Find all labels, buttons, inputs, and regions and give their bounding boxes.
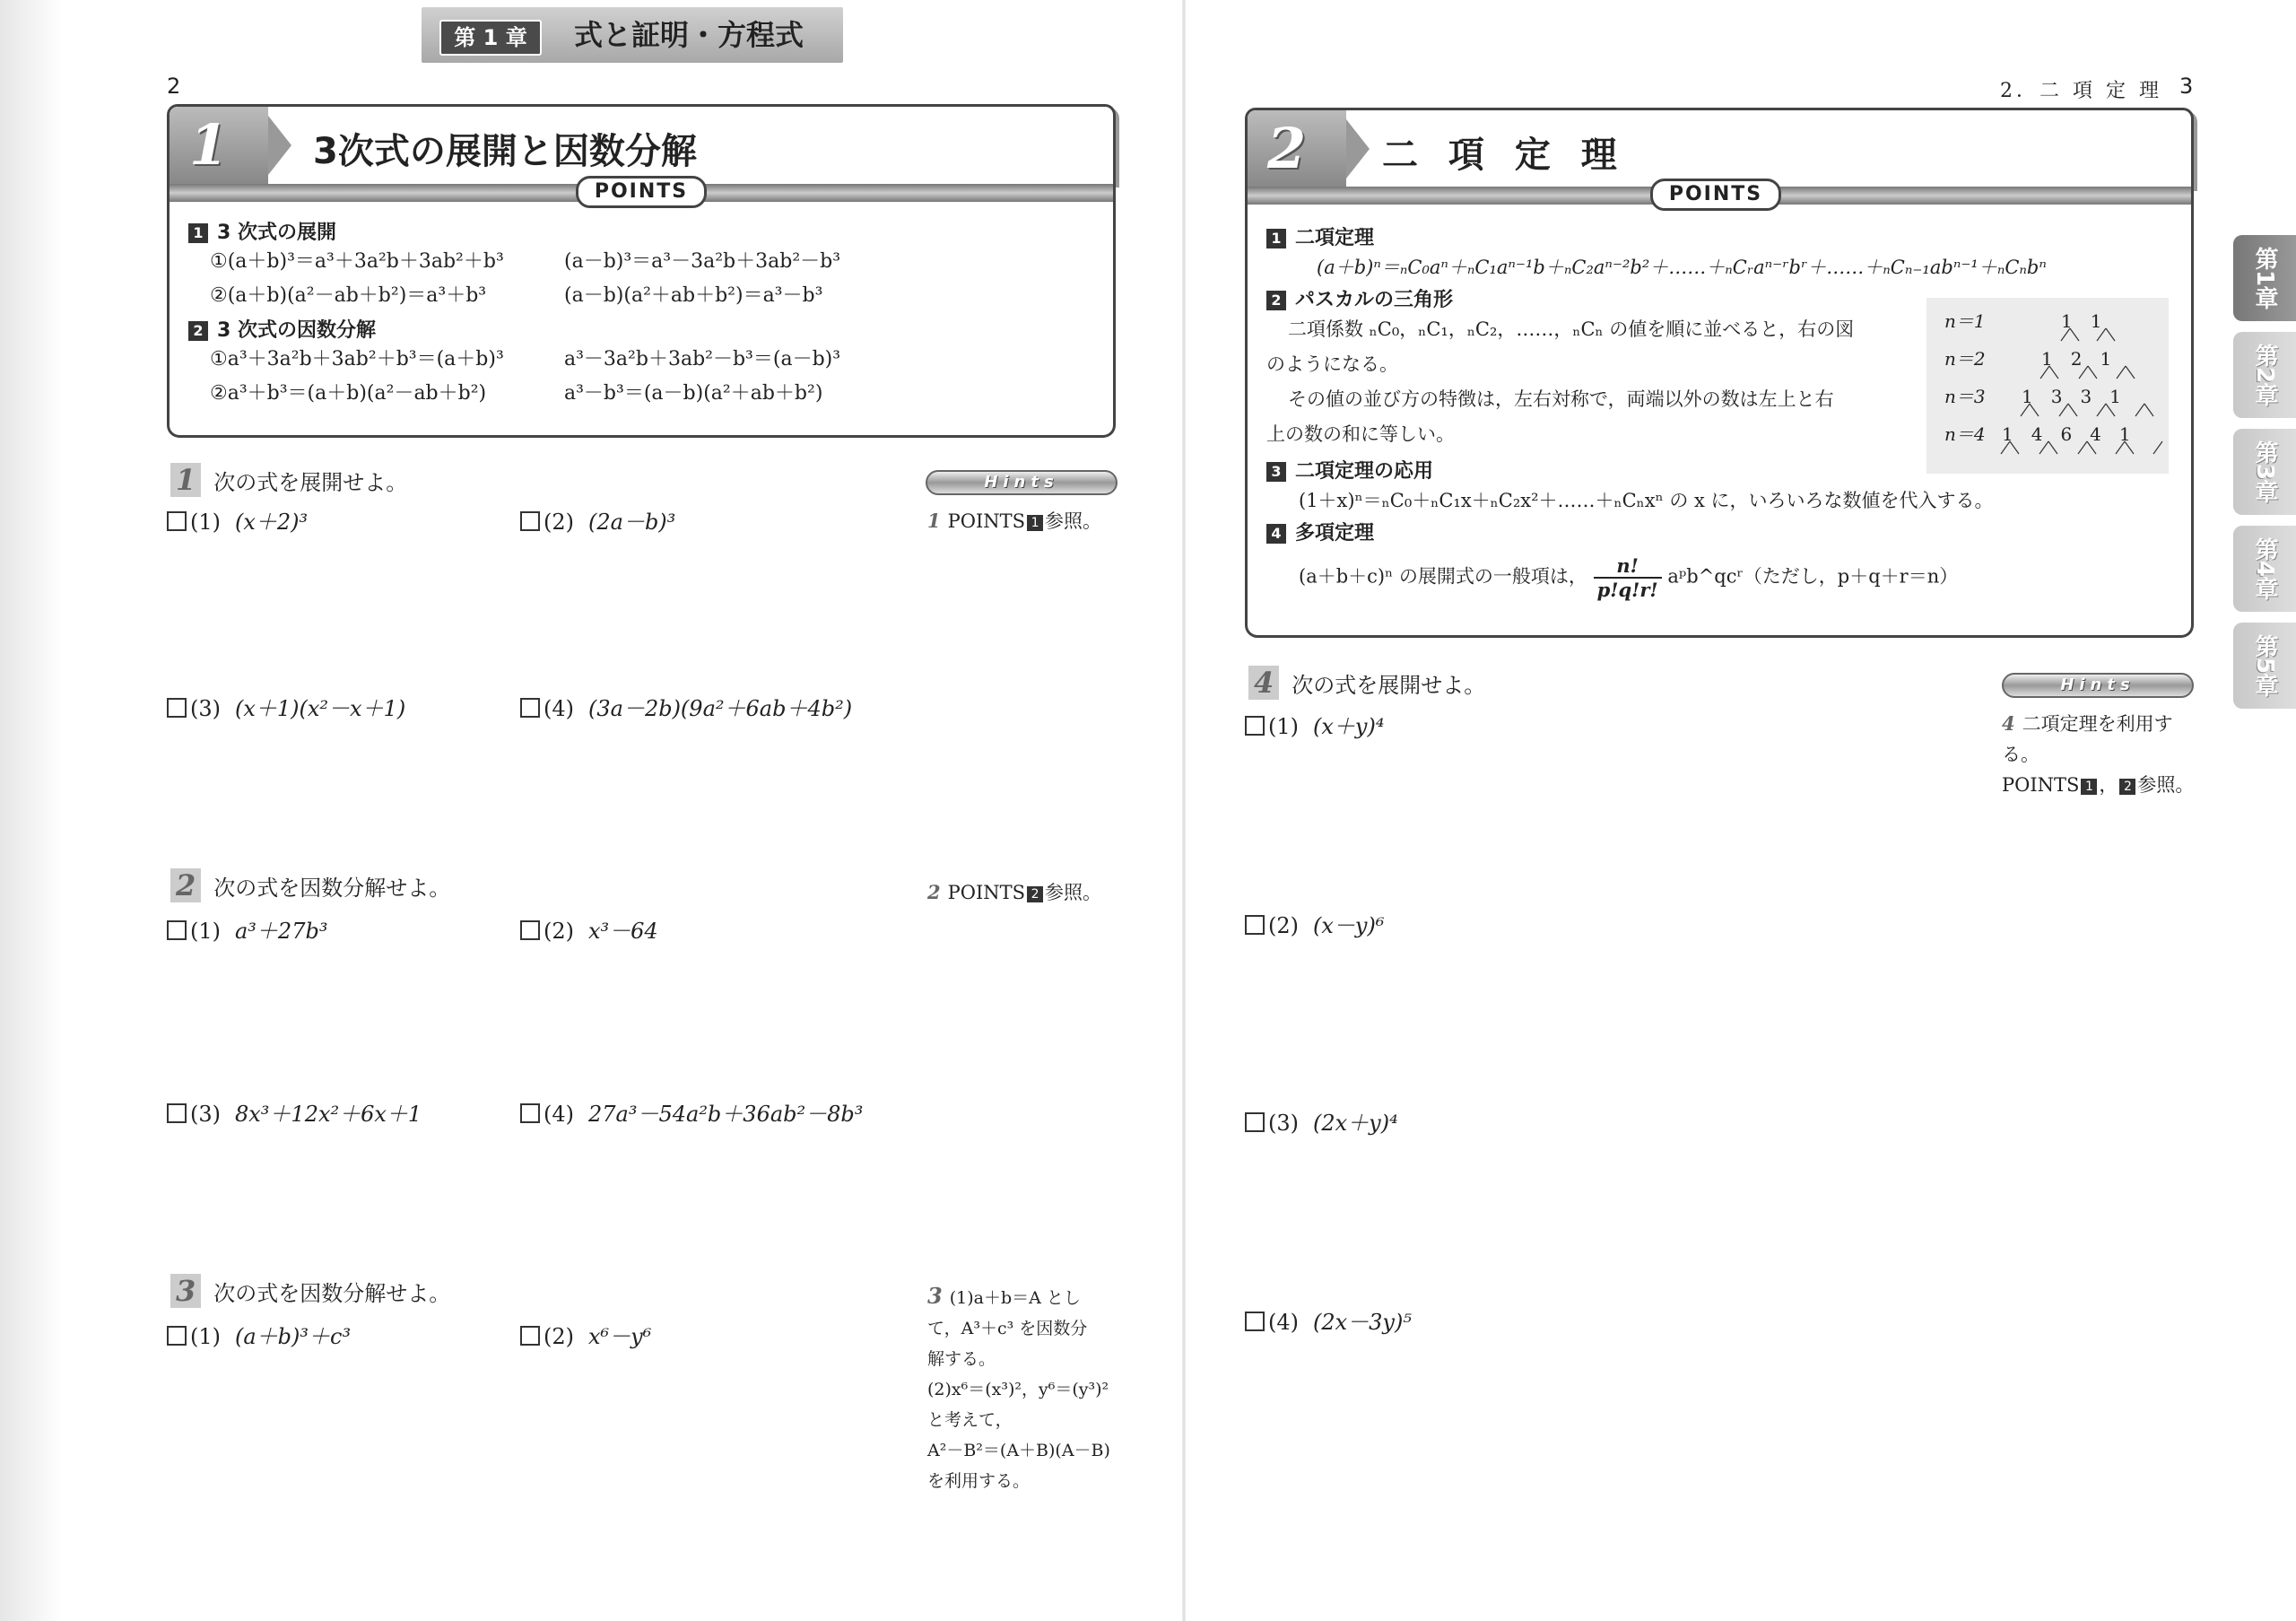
checkbox[interactable] <box>1245 716 1265 736</box>
hints-label: Hints <box>926 470 1118 495</box>
checkbox[interactable] <box>1245 1312 1265 1331</box>
section-number-badge: 1 <box>170 107 268 184</box>
section-arrow <box>268 116 291 175</box>
question-4-heading: 4 次の式を展開せよ。 <box>1248 666 1485 700</box>
side-tab-chapter-3[interactable]: 第3章 <box>2233 429 2296 515</box>
pascal-lines <box>1926 298 2169 474</box>
chapter-title: 式と証明・方程式 <box>574 18 804 52</box>
point-row: ②a³＋b³＝(a＋b)(a²－ab＋b²) a³－b³＝(a－b)(a²＋ab＋b²) <box>210 382 823 405</box>
running-head: 2．二 項 定 理 <box>2000 80 2162 102</box>
page-number-left: 2 <box>167 74 181 99</box>
checkbox[interactable] <box>520 1103 540 1123</box>
multinomial-formula: (a＋b＋c)ⁿ の展開式の一般項は， $\frac{n!}{p!q!r!}$ aᵖb^qcʳ（ただし，p＋q＋r＝n） <box>1299 554 1959 601</box>
application-formula: (1＋x)ⁿ＝ₙC₀＋ₙC₁x＋ₙC₂x²＋……＋ₙCₙxⁿ の x に，いろいろな数値を代入する。 <box>1299 490 1994 511</box>
fraction: $\frac{n!}{p!q!r!}$ <box>1594 554 1662 601</box>
checkbox[interactable] <box>167 698 187 718</box>
question-4-item-4[interactable]: (4) (2x－3y)⁵ <box>1245 1304 1412 1336</box>
points-content-1 <box>188 217 840 411</box>
side-tab-chapter-4[interactable]: 第4章 <box>2233 526 2296 612</box>
section-arrow <box>1346 119 1370 179</box>
checkbox[interactable] <box>520 1326 540 1346</box>
point-heading: 2 パスカルの三角形 <box>1266 284 2181 312</box>
checkbox[interactable] <box>167 1326 187 1346</box>
question-3-item-2[interactable]: (2) x⁶－y⁶ <box>520 1319 651 1350</box>
section-header-2 <box>1245 108 2194 187</box>
question-2-item-2[interactable]: (2) x³－64 <box>520 913 658 945</box>
pascal-triangle: n＝1 1 1 n＝2 1 2 1 n＝3 1 3 3 1 n＝4 1 4 6 4 1 <box>1926 298 2169 474</box>
checkbox[interactable] <box>520 698 540 718</box>
checkbox[interactable] <box>1245 915 1265 935</box>
question-2-item-4[interactable]: (4) 27a³－54a²b＋36ab²－8b³ <box>520 1096 863 1128</box>
hint-3: 3 (1)a＋b＝A とし て，A³＋c³ を因数分 解する。 (2)x⁶＝(x³)²，y⁶＝(y³)² と考えて， A²－B²＝(A＋B)(A－B) を利用する。 <box>927 1283 1110 1491</box>
right-page <box>1184 0 2296 1621</box>
chapter-number: 第 1 章 <box>439 20 542 56</box>
point-row: ①a³＋3a²b＋3ab²＋b³＝(a＋b)³ a³－3a²b＋3ab²－b³＝(a－b)³ <box>210 348 841 370</box>
question-1-item-4[interactable]: (4) (3a－2b)(9a²＋6ab＋4b²) <box>520 691 852 722</box>
binomial-formula: (a＋b)ⁿ＝ₙC₀aⁿ＋ₙC₁aⁿ⁻¹b＋ₙC₂aⁿ⁻²b²＋……＋ₙCᵣaⁿ⁻ʳbʳ＋……＋ₙCₙ₋₁abⁿ⁻¹＋ₙCₙbⁿ <box>1317 257 2047 278</box>
question-1-item-3[interactable]: (3) (x＋1)(x²－x＋1) <box>167 691 405 722</box>
side-tab-chapter-5[interactable]: 第5章 <box>2233 623 2296 709</box>
hint-2: 2 POINTS 2 参照。 <box>927 881 1102 903</box>
checkbox[interactable] <box>167 511 187 531</box>
checkbox[interactable] <box>520 920 540 940</box>
side-tab-chapter-1[interactable]: 第1章 <box>2233 235 2296 321</box>
point-row: ②(a＋b)(a²－ab＋b²)＝a³＋b³ (a－b)(a²＋ab＋b²)＝a³－b³ <box>210 284 823 307</box>
page-number-right: 3 <box>2179 74 2194 99</box>
section-header-1 <box>167 104 1116 184</box>
hint-4: 4 二項定理を利用す る。 POINTS 1 ， 2 参照。 <box>2002 712 2195 796</box>
section-title: 二 項 定 理 <box>1382 135 1626 176</box>
question-4-item-2[interactable]: (2) (x－y)⁶ <box>1245 908 1384 939</box>
chapter-header <box>422 7 843 63</box>
hints-label: Hints <box>2002 673 2194 698</box>
question-3-heading: 3 次の式を因数分解せよ。 <box>170 1274 450 1308</box>
point-heading: 1 3 次式の展開 <box>188 217 840 245</box>
checkbox[interactable] <box>167 1103 187 1123</box>
section-title: 3次式の展開と因数分解 <box>313 131 697 172</box>
question-4-item-1[interactable]: (1) (x＋y)⁴ <box>1245 709 1384 740</box>
hint-1: 1 POINTS 1 参照。 <box>927 510 1102 532</box>
points-label: POINTS <box>576 176 707 208</box>
checkbox[interactable] <box>167 920 187 940</box>
point-row: ①(a＋b)³＝a³＋3a²b＋3ab²＋b³ (a－b)³＝a³－3a²b＋3ab²－b³ <box>210 250 841 273</box>
pascal-description: 二項係数 ₙC₀，ₙC₁，ₙC₂，……，ₙCₙ の値を順に並べると，右の図 のようになる。 その値の並び方の特徴は，左右対称で，両端以外の数は左上と右 上の数の和に等しい。 <box>1266 318 1855 445</box>
checkbox[interactable] <box>520 511 540 531</box>
checkbox[interactable] <box>1245 1112 1265 1132</box>
question-1-item-1[interactable]: (1) (x＋2)³ <box>167 504 308 536</box>
question-2-item-3[interactable]: (3) 8x³＋12x²＋6x＋1 <box>167 1096 422 1128</box>
point-heading: 2 3 次式の因数分解 <box>188 315 840 343</box>
question-1-heading: 1 次の式を展開せよ。 <box>170 463 407 497</box>
question-4-item-3[interactable]: (3) (2x＋y)⁴ <box>1245 1105 1398 1137</box>
section-number-badge: 2 <box>1248 110 1346 187</box>
side-tab-chapter-2[interactable]: 第2章 <box>2233 332 2296 418</box>
question-1-item-2[interactable]: (2) (2a－b)³ <box>520 504 675 536</box>
points-label: POINTS <box>1650 179 1781 211</box>
question-2-item-1[interactable]: (1) a³＋27b³ <box>167 913 327 945</box>
point-heading: 4 多項定理 <box>1266 518 2181 545</box>
question-3-item-1[interactable]: (1) (a＋b)³＋c³ <box>167 1319 351 1350</box>
point-heading: 1 二項定理 <box>1266 222 2181 250</box>
question-2-heading: 2 次の式を因数分解せよ。 <box>170 868 450 902</box>
point-heading: 3 二項定理の応用 <box>1266 456 2181 484</box>
